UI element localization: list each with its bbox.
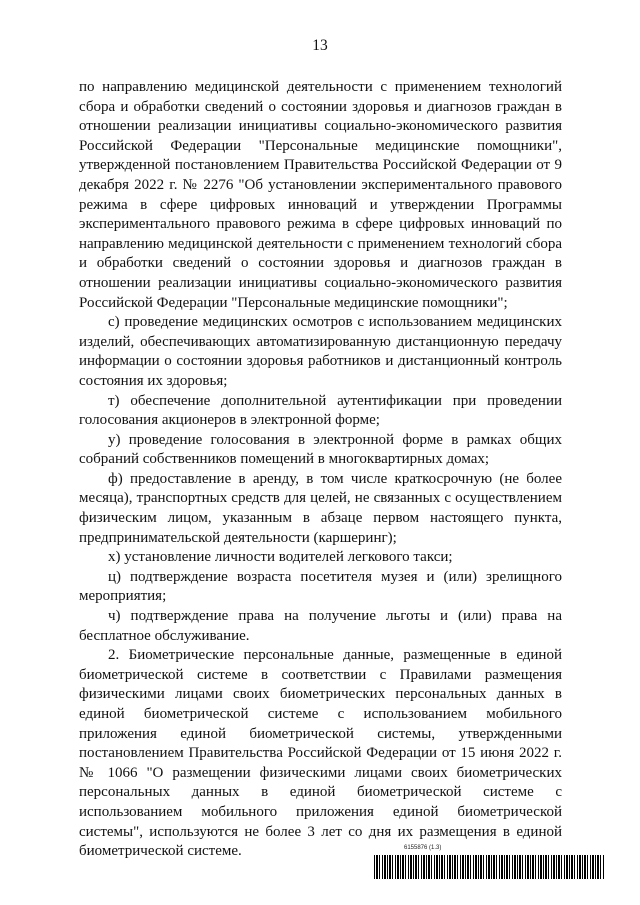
paragraph-item-t: т) обеспечение дополнительной аутентификации при проведении голосования акционеров в электронной форме; [79,392,562,429]
paragraph-item-kh: х) установление личности водителей легкового такси; [108,549,453,566]
page-number: 13 [312,37,328,54]
document-body [79,78,562,862]
paragraph-item-u: у) проведение голосования в электронной форме в рамках общих собраний собственников помещений в многоквартирных домах; [79,431,562,468]
paragraph-continuation: по направлению медицинской деятельности с применением технологий сбора и обработки сведений о состоянии здоровья и диагнозов граждан в отношении реализации инициативы социально-экономического развития Российской Федерации "Персональные медицинские помощники", утвержденной постановлением Правительства Российской Федерации от 9 декабря 2022 г. № 2276 "Об установлении экспериментального правового режима в сфере цифровых инноваций и утверждении Программы экспериментального правового режима в сфере цифровых инноваций по направлению медицинской деятельности с применением технологий сбора и обработки сведений о состоянии здоровья и диагнозов граждан в отношении реализации инициативы социально-экономического развития Российской Федерации "Персональные медицинские помощники"; [79,79,562,311]
paragraph-clause-2: 2. Биометрические персональные данные, размещенные в единой биометрической системе в соответствии с Правилами размещения физическими лицами своих биометрических персональных данных в единой биометрической системе с использованием мобильного приложения единой биометрической системы, утвержденными постановлением Правительства Российской Федерации от 15 июня 2022 г. № 1066 "О размещении физическими лицами своих биометрических персональных данных в единой биометрической системе с использованием мобильного приложения единой биометрической системы", используются не более 3 лет со дня их размещения в единой биометрической системе. [79,647,562,860]
barcode [374,855,604,879]
paragraph-item-ts: ц) подтверждение возраста посетителя музея и (или) зрелищного мероприятия; [79,568,562,605]
document-code: 6155876 (1.3) [404,845,442,851]
paragraph-item-f: ф) предоставление в аренду, в том числе краткосрочную (не более месяца), транспортных средств для целей, не связанных с осуществлением физическим лицом, указанным в абзаце первом настоящего пункта, предпринимательской деятельности (каршеринг); [79,470,562,546]
paragraph-item-ch: ч) подтверждение права на получение льготы и (или) права на бесплатное обслуживание. [79,608,562,644]
paragraph-item-s: с) проведение медицинских осмотров с использованием медицинских изделий, обеспечивающих автоматизированную дистанционную передачу информации о состоянии здоровья работников и дистанционный контроль состояния их здоровья; [79,314,562,389]
